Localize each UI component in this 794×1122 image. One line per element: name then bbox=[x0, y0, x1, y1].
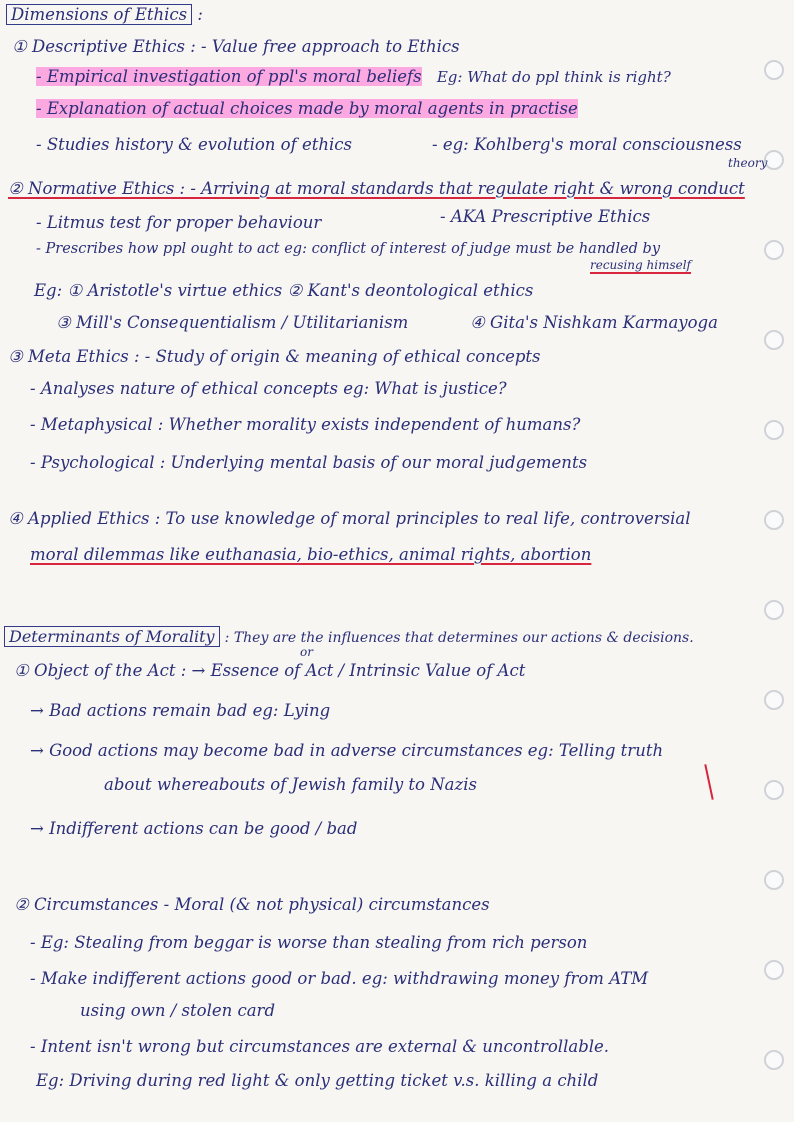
ring-hole bbox=[764, 420, 784, 440]
ring-hole bbox=[764, 330, 784, 350]
descriptive-bullet-1: - Empirical investigation of ppl's moral beliefs Eg: What do ppl think is right? bbox=[36, 67, 671, 86]
circumstances-bullet-2-cont: using own / stolen card bbox=[80, 1001, 276, 1020]
object-bullet-2: → Good actions may become bad in adverse circumstances eg: Telling truth bbox=[30, 741, 664, 760]
meta-heading: ③ Meta Ethics : - Study of origin & meaning of ethical concepts bbox=[8, 347, 541, 366]
circumstances-bullet-2: - Make indifferent actions good or bad. eg: withdrawing money from ATM bbox=[30, 969, 649, 988]
descriptive-bullet-3: - Studies history & evolution of ethics bbox=[36, 135, 352, 154]
ring-hole bbox=[764, 960, 784, 980]
meta-bullet-2: - Metaphysical : Whether morality exists independent of humans? bbox=[30, 415, 581, 434]
descriptive-example: - eg: Kohlberg's moral consciousness bbox=[432, 135, 742, 154]
ring-hole bbox=[764, 240, 784, 260]
ring-hole bbox=[764, 870, 784, 890]
normative-bullet-2: - Prescribes how ppl ought to act eg: conflict of interest of judge must be handled by bbox=[36, 241, 661, 257]
normative-examples-2: ③ Mill's Consequentialism / Utilitarianism bbox=[56, 313, 409, 332]
meta-bullet-1: - Analyses nature of ethical concepts eg: What is justice? bbox=[30, 379, 507, 398]
meta-bullet-3: - Psychological : Underlying mental basis of our moral judgements bbox=[30, 453, 588, 472]
object-bullet-3: → Indifferent actions can be good / bad bbox=[30, 819, 358, 838]
normative-examples-3: ④ Gita's Nishkam Karmayoga bbox=[470, 313, 718, 332]
circumstances-bullet-1: - Eg: Stealing from beggar is worse than stealing from rich person bbox=[30, 933, 588, 952]
normative-bullet-1: - Litmus test for proper behaviour bbox=[36, 213, 322, 232]
descriptive-heading: ① Descriptive Ethics : - Value free approach to Ethics bbox=[12, 37, 460, 56]
circumstances-heading: ② Circumstances - Moral (& not physical) circumstances bbox=[14, 895, 490, 914]
margin-mark bbox=[704, 764, 713, 800]
circumstances-bullet-4: Eg: Driving during red light & only getting ticket v.s. killing a child bbox=[36, 1071, 599, 1090]
ring-hole bbox=[764, 510, 784, 530]
applied-line-1: ④ Applied Ethics : To use knowledge of moral principles to real life, controversial bbox=[8, 509, 691, 528]
normative-examples-1: Eg: ① Aristotle's virtue ethics ② Kant's deontological ethics bbox=[34, 281, 534, 300]
object-heading: ① Object of the Act : → Essence of Act / Intrinsic Value of Act bbox=[14, 661, 526, 680]
object-bullet-2-cont: about whereabouts of Jewish family to Nazis bbox=[104, 775, 477, 794]
circumstances-bullet-3: - Intent isn't wrong but circumstances are external & uncontrollable. bbox=[30, 1037, 610, 1056]
normative-aka: - AKA Prescriptive Ethics bbox=[440, 207, 651, 226]
section-title-determinants: Determinants of Morality : They are the influences that determines our actions & decisions. bbox=[4, 626, 694, 649]
applied-line-2: moral dilemmas like euthanasia, bio-ethics, animal rights, abortion bbox=[30, 545, 592, 564]
normative-bullet-2-cont: recusing himself bbox=[590, 258, 691, 272]
ring-hole bbox=[764, 600, 784, 620]
normative-heading: ② Normative Ethics : - Arriving at moral standards that regulate right & wrong conduct bbox=[8, 179, 745, 198]
ring-hole bbox=[764, 1050, 784, 1070]
object-bullet-1: → Bad actions remain bad eg: Lying bbox=[30, 701, 331, 720]
descriptive-bullet-2: - Explanation of actual choices made by moral agents in practise bbox=[36, 99, 578, 118]
or-note: or bbox=[300, 645, 313, 659]
ring-hole bbox=[764, 60, 784, 80]
section-title-dimensions: Dimensions of Ethics : bbox=[6, 4, 203, 26]
ring-hole bbox=[764, 690, 784, 710]
descriptive-example-cont: theory bbox=[728, 156, 768, 170]
ring-hole bbox=[764, 780, 784, 800]
